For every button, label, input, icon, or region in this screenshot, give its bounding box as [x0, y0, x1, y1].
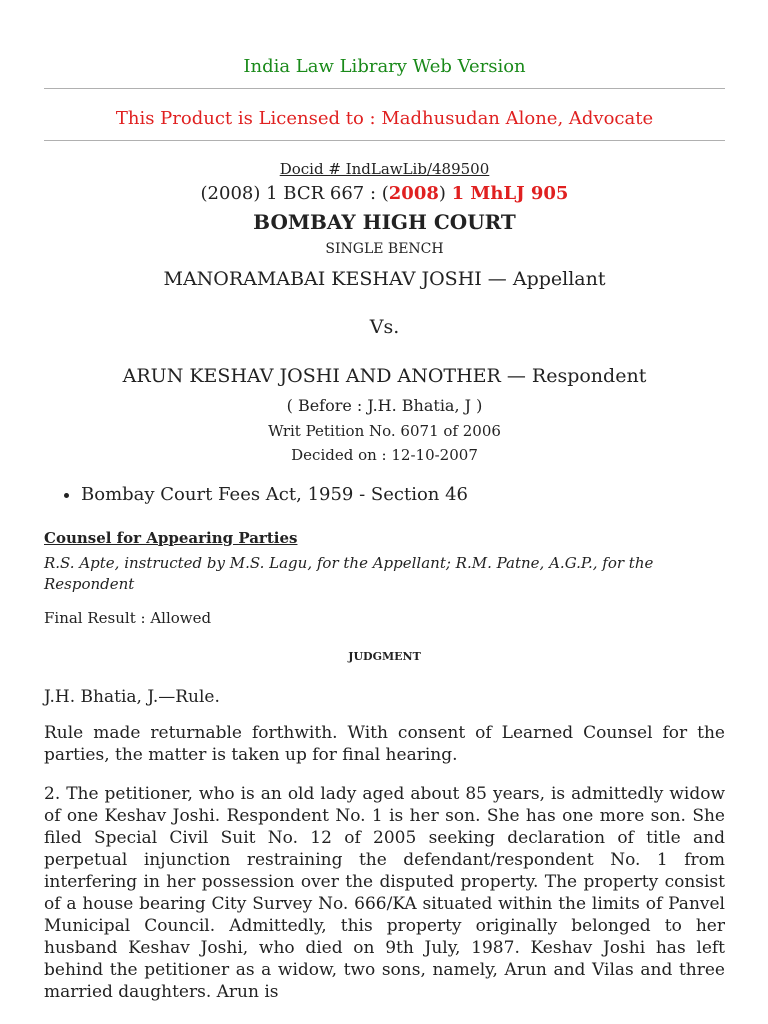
- citation: [44, 183, 725, 204]
- respondent: ARUN KESHAV JOSHI AND ANOTHER — Respondent: [122, 365, 647, 387]
- court-name: BOMBAY HIGH COURT: [253, 210, 516, 234]
- divider: [44, 88, 725, 89]
- appellant: MANORAMABAI KESHAV JOSHI — Appellant: [163, 268, 606, 290]
- versus: Vs.: [369, 316, 400, 338]
- doc-id: Docid # IndLawLib/489500: [279, 160, 490, 178]
- counsel-text: R.S. Apte, instructed by M.S. Lagu, for the Appellant; R.M. Patne, A.G.P., for the Respondent: [44, 554, 654, 593]
- license-notice: This Product is Licensed to : Madhusudan Alone, Advocate: [115, 108, 654, 129]
- library-title: India Law Library Web Version: [243, 56, 526, 77]
- judgment-heading: JUDGMENT: [348, 650, 421, 663]
- citation-prefix: (2008) 1 BCR 667 : (: [200, 183, 389, 204]
- decided-date: Decided on : 12-10-2007: [291, 446, 478, 464]
- final-result: Final Result : Allowed: [44, 609, 212, 627]
- acts-list: [44, 484, 762, 505]
- judgment-paragraph: J.H. Bhatia, J.—Rule.: [44, 687, 220, 707]
- divider: [44, 140, 725, 141]
- citation-report: 1 MhLJ 905: [451, 183, 569, 204]
- judgment-paragraph: Rule made returnable forthwith. With consent of Learned Counsel for the parties, the matter is taken up for final hearing.: [44, 723, 725, 765]
- writ-petition: Writ Petition No. 6071 of 2006: [268, 422, 501, 440]
- act-item: • Bombay Court Fees Act, 1959 - Section 46: [81, 484, 762, 505]
- citation-mid: ): [438, 183, 452, 204]
- counsel-heading: Counsel for Appearing Parties: [44, 529, 298, 547]
- bench-type: SINGLE BENCH: [325, 241, 444, 257]
- judgment-paragraph: 2. The petitioner, who is an old lady aged about 85 years, is admittedly widow of one Keshav Joshi. Respondent No. 1 is her son. She has one more son. She filed Special Civil Suit No. 12 of 2005 seeking declaration of title and perpetual injunction restraining the defendant/respondent No. 1 from interfering in her possession over the disputed property. The property consist of a house bearing City Survey No. 666/KA situated within the limits of Panvel Municipal Council. Admittedly, this property originally belonged to her husband Keshav Joshi, who died on 9th July, 1987. Keshav Joshi has left behind the petitioner as a widow, two sons, namely, Arun and Vilas and three married daughters. Arun is: [44, 784, 725, 1002]
- citation-year: 2008: [388, 183, 439, 204]
- before-judge: ( Before : J.H. Bhatia, J ): [286, 396, 483, 415]
